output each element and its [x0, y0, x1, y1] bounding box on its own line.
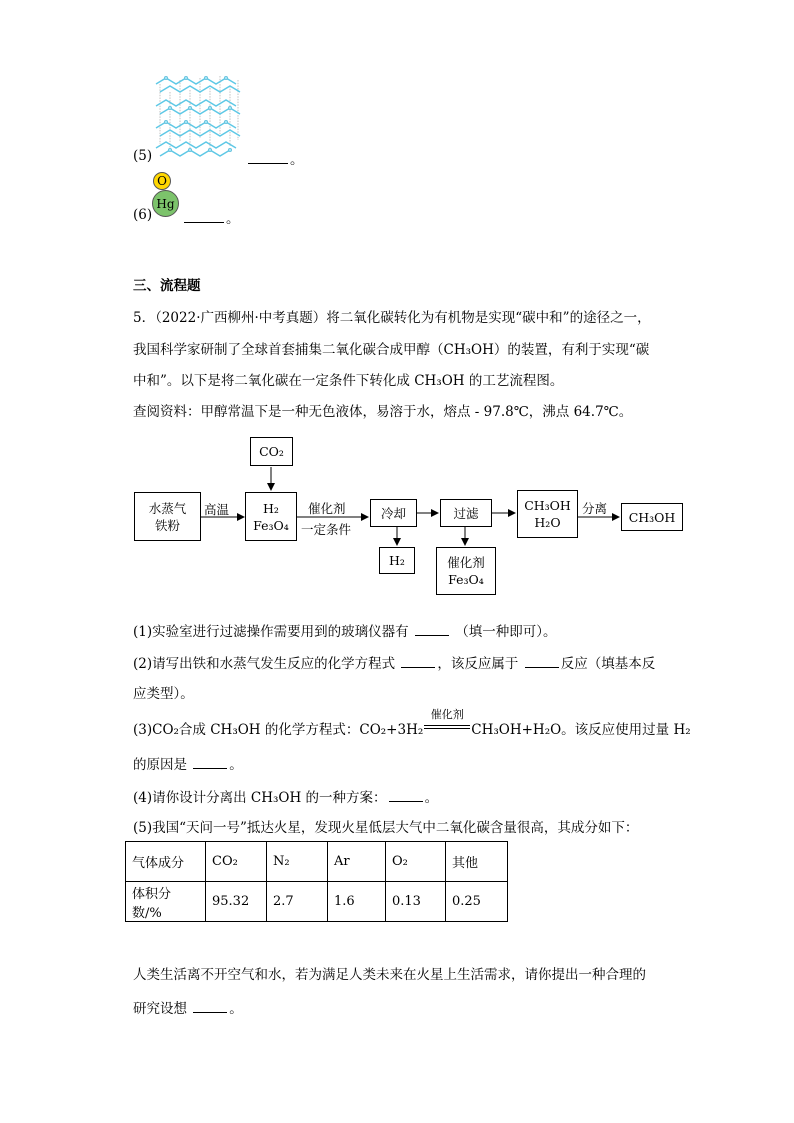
co2-box: CO₂	[250, 437, 293, 466]
table-cell: 0.25	[446, 882, 508, 922]
subq-2-continued: 应类型）。	[133, 686, 194, 702]
subq-3: (3)CO₂合成 CH₃OH 的化学方程式：CO₂+3H₂ 催化剂 CH₃OH+H₂O。该反应使用过量 H₂	[133, 708, 691, 738]
table-cell: 95.32	[206, 882, 267, 922]
subq-1: (1)实验室进行过滤操作需要用到的玻璃仪器有 （填一种即可）。	[133, 620, 556, 640]
table-cell: 体积分数/%	[126, 882, 206, 922]
table-cell: N₂	[267, 842, 328, 882]
table-cell: CO₂	[206, 842, 267, 882]
closing-line-2: 研究设想 。	[133, 997, 243, 1017]
table-header-row	[126, 842, 508, 882]
table-cell: 0.13	[386, 882, 446, 922]
closing-blank[interactable]	[193, 998, 227, 1013]
table-row	[126, 882, 508, 922]
mercury-atom: Hg	[152, 190, 179, 217]
label-catalyst: 催化剂	[308, 501, 346, 516]
product-box: CH₃OH	[621, 503, 683, 531]
catalyst-box: 催化剂 Fe₃O₄	[436, 547, 496, 595]
table-cell: 气体成分	[126, 842, 206, 882]
reactor-box: H₂ Fe₃O₄	[245, 492, 297, 541]
oxygen-atom: O	[153, 172, 171, 190]
subq-3-continued: 的原因是 。	[133, 753, 243, 773]
question-line-1: 5．（2022·广西柳州·中考真题）将二氧化碳转化为有机物是实现“碳中和”的途径之一，	[133, 310, 651, 326]
label-high-temp: 高温	[204, 502, 230, 517]
table-cell: O₂	[386, 842, 446, 882]
table-cell: Ar	[328, 842, 386, 882]
question-line-3: 中和”。以下是将二氧化碳在一定条件下转化成 CH₃OH 的工艺流程图。	[133, 373, 564, 389]
subq-4: (4)请你设计分离出 CH₃OH 的一种方案： 。	[133, 786, 438, 806]
label-separate: 分离	[582, 501, 608, 516]
question-line-2: 我国科学家研制了全球首套捕集二氧化碳合成甲醇（CH₃OH）的装置，有利于实现“碳	[133, 342, 650, 358]
closing-line-1: 人类生活离不开空气和水，若为满足人类未来在火星上生活需求，请你提出一种合理的	[133, 967, 646, 983]
table-cell: 其他	[446, 842, 508, 882]
label-conditions: 一定条件	[301, 522, 352, 537]
item-5-number: (5)	[133, 148, 153, 164]
table-cell: 1.6	[328, 882, 386, 922]
subq-5: (5)我国“天问一号”抵达火星，发现火星低层大气中二氧化碳含量很高，其成分如下：	[133, 820, 639, 836]
mars-atmosphere-table	[125, 841, 508, 922]
cooling-box: 冷却	[370, 499, 417, 527]
reference-info: 查阅资料：甲醇常温下是一种无色液体，易溶于水，熔点 - 97.8℃，沸点 64.7℃。	[133, 404, 633, 420]
item-5-answer-blank[interactable]: 。	[246, 148, 304, 168]
subq-4-blank[interactable]	[389, 787, 423, 802]
subq-2-blank-equation[interactable]	[401, 653, 435, 668]
item-6-answer-blank[interactable]: 。	[182, 207, 240, 227]
subq-2-blank-type[interactable]	[525, 653, 559, 668]
subq-2: (2)请写出铁和水蒸气发生反应的化学方程式 ，该反应属于 反应（填基本反	[133, 652, 655, 672]
subq-1-blank[interactable]	[415, 621, 449, 636]
mixture-box: CH₃OH H₂O	[517, 490, 578, 538]
section-title: 三、流程题	[133, 278, 201, 294]
h2-box: H₂	[379, 547, 415, 574]
filter-box: 过滤	[440, 499, 492, 527]
input-box: 水蒸气 铁粉	[134, 492, 201, 541]
reaction-condition: 催化剂	[423, 720, 471, 734]
table-cell: 2.7	[267, 882, 328, 922]
item-6-number: (6)	[133, 207, 153, 223]
subq-3-blank[interactable]	[193, 754, 227, 769]
